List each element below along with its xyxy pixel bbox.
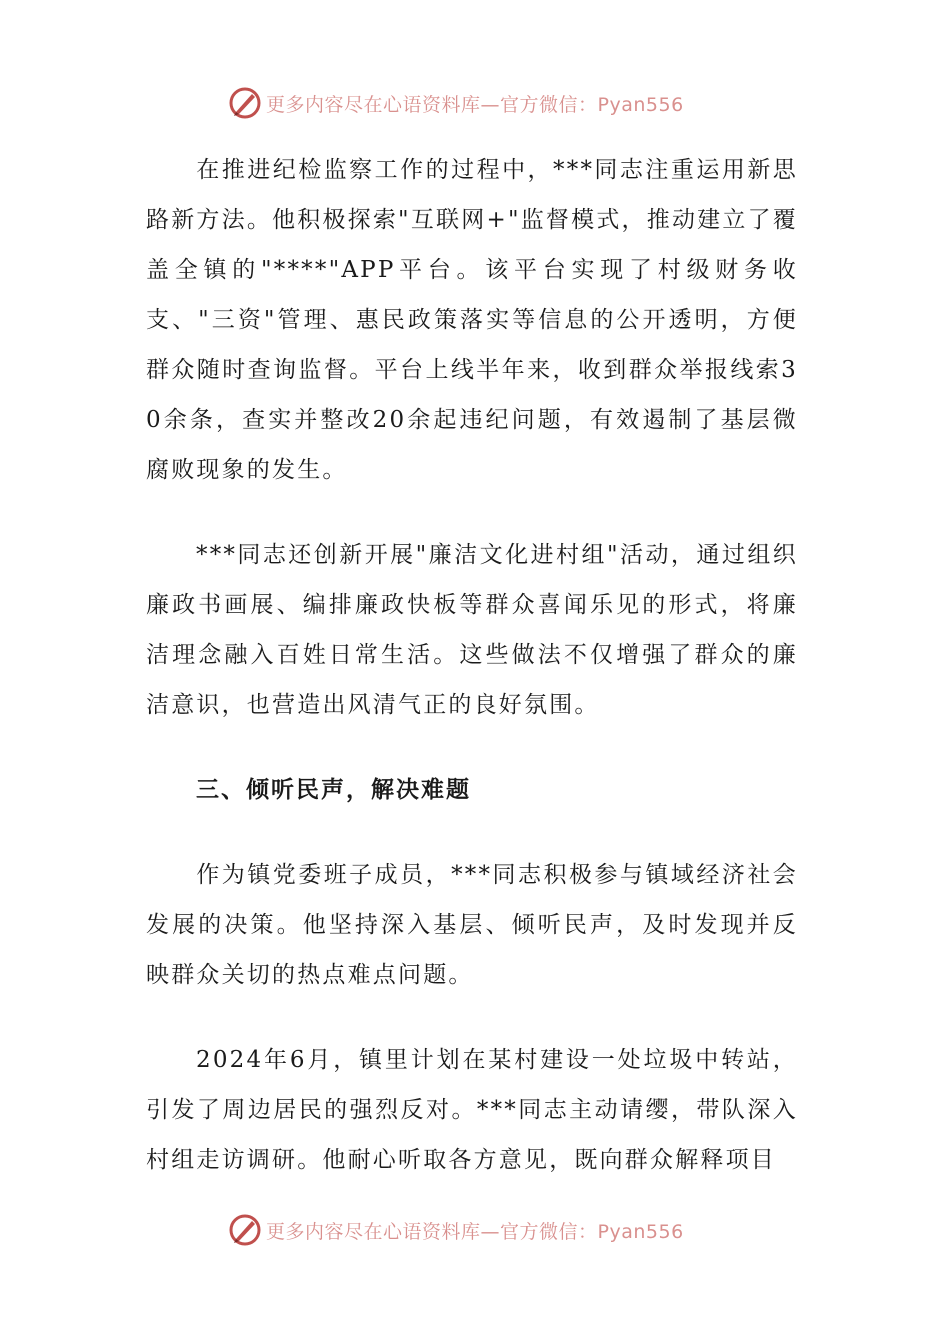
watermark-footer [228,1213,684,1247]
pen-logo-icon [228,1213,262,1247]
paragraph-3: 作为镇党委班子成员，***同志积极参与镇域经济社会发展的决策。他坚持深入基层、倾听民声，及时发现并反映群众关切的热点难点问题。 [146,862,798,988]
paragraph-1: 在推进纪检监察工作的过程中，***同志注重运用新思路新方法。他积极探索"互联网+"监督模式，推动建立了覆盖全镇的"****"APP平台。该平台实现了村级财务收支、"三资"管理、惠民政策落实等信息的公开透明，方便群众随时查询监督。平台上线半年来，收到群众举报线索30余条，查实并整改20余起违纪问题，有效遏制了基层微腐败现象的发生。 [146,157,798,483]
watermark-text: 更多内容尽在心语资料库—官方微信：Pyan556 [266,93,684,116]
pen-logo-icon [228,86,262,120]
paragraph-4: 2024年6月，镇里计划在某村建设一处垃圾中转站，引发了周边居民的强烈反对。***同志主动请缨，带队深入村组走访调研。他耐心听取各方意见，既向群众解释项目 [146,1047,798,1173]
section-heading: 三、倾听民声，解决难题 [196,777,471,803]
paragraph-2: ***同志还创新开展"廉洁文化进村组"活动，通过组织廉政书画展、编排廉政快板等群众喜闻乐见的形式，将廉洁理念融入百姓日常生活。这些做法不仅增强了群众的廉洁意识，也营造出风清气正的良好氛围。 [146,542,798,718]
document-body [146,145,798,1185]
watermark-text: 更多内容尽在心语资料库—官方微信：Pyan556 [266,1220,684,1243]
watermark-header [228,86,684,120]
